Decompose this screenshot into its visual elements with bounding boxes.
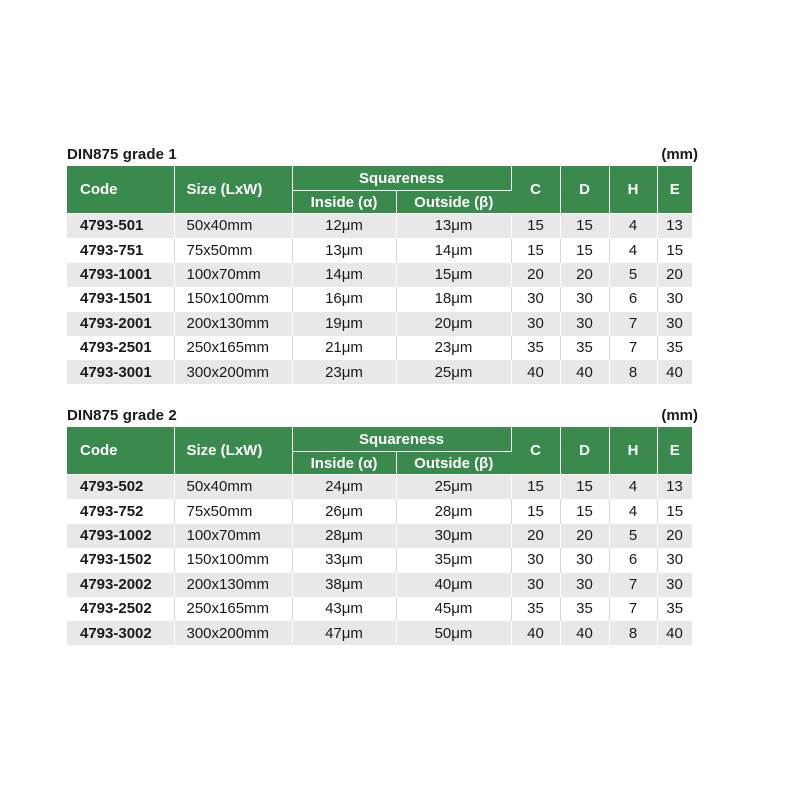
size-cell: 50x40mm <box>174 475 292 499</box>
code-cell: 4793-2002 <box>67 572 174 596</box>
outside-cell: 14μm <box>396 238 511 262</box>
c-cell: 30 <box>511 548 560 572</box>
outside-cell: 25μm <box>396 475 511 499</box>
h-header: H <box>609 427 657 475</box>
outside-cell: 20μm <box>396 311 511 335</box>
squareness-header: Squareness <box>292 427 511 452</box>
c-cell: 35 <box>511 335 560 359</box>
unit-label: (mm) <box>661 407 698 424</box>
table-body <box>67 475 692 645</box>
e-cell: 30 <box>657 311 692 335</box>
table-row <box>67 238 692 262</box>
c-cell: 20 <box>511 523 560 547</box>
table-title: DIN875 grade 2 <box>67 407 177 424</box>
code-cell: 4793-3001 <box>67 360 174 384</box>
h-cell: 7 <box>609 311 657 335</box>
e-header: E <box>657 166 692 214</box>
size-cell: 150x100mm <box>174 287 292 311</box>
c-cell: 30 <box>511 287 560 311</box>
e-cell: 20 <box>657 262 692 286</box>
outside-cell: 40μm <box>396 572 511 596</box>
outside-cell: 13μm <box>396 214 511 238</box>
inside-cell: 43μm <box>292 596 396 620</box>
c-cell: 40 <box>511 360 560 384</box>
h-cell: 4 <box>609 214 657 238</box>
size-cell: 300x200mm <box>174 621 292 645</box>
code-header: Code <box>67 166 174 214</box>
table-row <box>67 621 692 645</box>
size-header: Size (LxW) <box>174 166 292 214</box>
code-header: Code <box>67 427 174 475</box>
c-cell: 20 <box>511 262 560 286</box>
size-cell: 250x165mm <box>174 335 292 359</box>
e-cell: 15 <box>657 238 692 262</box>
spec-table-grade-1 <box>67 166 693 384</box>
inside-cell: 12μm <box>292 214 396 238</box>
size-cell: 250x165mm <box>174 596 292 620</box>
table-row <box>67 523 692 547</box>
h-cell: 8 <box>609 621 657 645</box>
code-cell: 4793-2501 <box>67 335 174 359</box>
d-cell: 15 <box>560 214 609 238</box>
outside-cell: 23μm <box>396 335 511 359</box>
h-cell: 4 <box>609 475 657 499</box>
outside-cell: 15μm <box>396 262 511 286</box>
table-title: DIN875 grade 1 <box>67 146 177 163</box>
code-cell: 4793-1002 <box>67 523 174 547</box>
table-row <box>67 360 692 384</box>
inside-header: Inside (α) <box>292 452 396 475</box>
table-body <box>67 214 692 384</box>
e-cell: 35 <box>657 596 692 620</box>
size-cell: 200x130mm <box>174 572 292 596</box>
size-cell: 75x50mm <box>174 238 292 262</box>
size-cell: 150x100mm <box>174 548 292 572</box>
c-cell: 40 <box>511 621 560 645</box>
d-cell: 15 <box>560 499 609 523</box>
h-cell: 5 <box>609 523 657 547</box>
c-header: C <box>511 427 560 475</box>
spec-table-grade-2 <box>67 427 693 645</box>
h-cell: 7 <box>609 335 657 359</box>
inside-cell: 47μm <box>292 621 396 645</box>
table-row <box>67 335 692 359</box>
outside-cell: 35μm <box>396 548 511 572</box>
e-cell: 40 <box>657 621 692 645</box>
h-cell: 8 <box>609 360 657 384</box>
c-cell: 30 <box>511 572 560 596</box>
inside-cell: 14μm <box>292 262 396 286</box>
outside-cell: 45μm <box>396 596 511 620</box>
table-row <box>67 475 692 499</box>
e-header: E <box>657 427 692 475</box>
d-cell: 35 <box>560 335 609 359</box>
outside-cell: 50μm <box>396 621 511 645</box>
unit-label: (mm) <box>661 146 698 163</box>
table-row <box>67 311 692 335</box>
c-cell: 15 <box>511 214 560 238</box>
e-cell: 35 <box>657 335 692 359</box>
d-cell: 40 <box>560 360 609 384</box>
h-cell: 4 <box>609 238 657 262</box>
code-cell: 4793-501 <box>67 214 174 238</box>
inside-cell: 16μm <box>292 287 396 311</box>
e-cell: 30 <box>657 548 692 572</box>
inside-cell: 33μm <box>292 548 396 572</box>
code-cell: 4793-3002 <box>67 621 174 645</box>
code-cell: 4793-1001 <box>67 262 174 286</box>
size-cell: 200x130mm <box>174 311 292 335</box>
code-cell: 4793-751 <box>67 238 174 262</box>
e-cell: 13 <box>657 214 692 238</box>
inside-cell: 28μm <box>292 523 396 547</box>
code-cell: 4793-2001 <box>67 311 174 335</box>
h-cell: 7 <box>609 596 657 620</box>
inside-cell: 21μm <box>292 335 396 359</box>
c-cell: 15 <box>511 475 560 499</box>
c-cell: 15 <box>511 238 560 262</box>
e-cell: 15 <box>657 499 692 523</box>
outside-header: Outside (β) <box>396 191 511 214</box>
d-cell: 20 <box>560 262 609 286</box>
e-cell: 40 <box>657 360 692 384</box>
table-row <box>67 596 692 620</box>
h-cell: 7 <box>609 572 657 596</box>
d-cell: 35 <box>560 596 609 620</box>
size-cell: 300x200mm <box>174 360 292 384</box>
table-row <box>67 287 692 311</box>
h-cell: 4 <box>609 499 657 523</box>
inside-cell: 24μm <box>292 475 396 499</box>
d-cell: 30 <box>560 287 609 311</box>
outside-cell: 18μm <box>396 287 511 311</box>
c-cell: 35 <box>511 596 560 620</box>
size-cell: 100x70mm <box>174 523 292 547</box>
d-header: D <box>560 427 609 475</box>
code-cell: 4793-1502 <box>67 548 174 572</box>
d-header: D <box>560 166 609 214</box>
d-cell: 15 <box>560 475 609 499</box>
d-cell: 40 <box>560 621 609 645</box>
inside-cell: 13μm <box>292 238 396 262</box>
e-cell: 20 <box>657 523 692 547</box>
size-cell: 100x70mm <box>174 262 292 286</box>
d-cell: 15 <box>560 238 609 262</box>
outside-cell: 28μm <box>396 499 511 523</box>
code-cell: 4793-752 <box>67 499 174 523</box>
table-row <box>67 214 692 238</box>
inside-cell: 38μm <box>292 572 396 596</box>
table-row <box>67 572 692 596</box>
inside-cell: 26μm <box>292 499 396 523</box>
e-cell: 13 <box>657 475 692 499</box>
inside-header: Inside (α) <box>292 191 396 214</box>
size-header: Size (LxW) <box>174 427 292 475</box>
c-cell: 15 <box>511 499 560 523</box>
size-cell: 50x40mm <box>174 214 292 238</box>
squareness-header: Squareness <box>292 166 511 191</box>
table-row <box>67 548 692 572</box>
d-cell: 30 <box>560 548 609 572</box>
outside-cell: 25μm <box>396 360 511 384</box>
table-row <box>67 262 692 286</box>
inside-cell: 19μm <box>292 311 396 335</box>
h-cell: 5 <box>609 262 657 286</box>
c-cell: 30 <box>511 311 560 335</box>
h-cell: 6 <box>609 548 657 572</box>
code-cell: 4793-2502 <box>67 596 174 620</box>
code-cell: 4793-502 <box>67 475 174 499</box>
inside-cell: 23μm <box>292 360 396 384</box>
e-cell: 30 <box>657 572 692 596</box>
table-row <box>67 499 692 523</box>
d-cell: 30 <box>560 311 609 335</box>
c-header: C <box>511 166 560 214</box>
h-header: H <box>609 166 657 214</box>
outside-cell: 30μm <box>396 523 511 547</box>
e-cell: 30 <box>657 287 692 311</box>
size-cell: 75x50mm <box>174 499 292 523</box>
code-cell: 4793-1501 <box>67 287 174 311</box>
d-cell: 20 <box>560 523 609 547</box>
d-cell: 30 <box>560 572 609 596</box>
h-cell: 6 <box>609 287 657 311</box>
outside-header: Outside (β) <box>396 452 511 475</box>
